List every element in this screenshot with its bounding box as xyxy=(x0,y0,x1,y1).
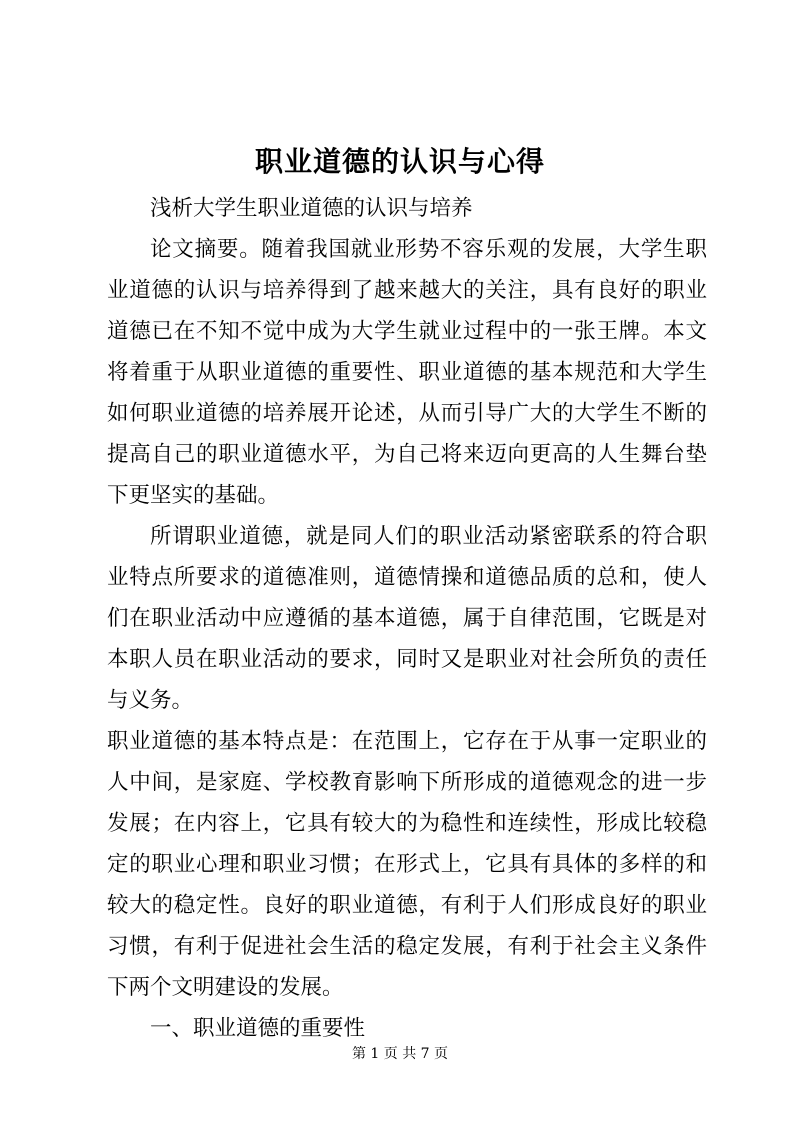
section-heading: 一、职业道德的重要性 xyxy=(150,1016,366,1041)
abstract-paragraph: 论文摘要。随着我国就业形势不容乐观的发展，大学生职业道德的认识与培养得到了越来越大的关注，具有良好的职业道德已在不知不觉中成为大学生就业过程中的一张王牌。本文将着重于从职业道德的重要性、职业道德的基本规范和大学生如何职业道德的培养展开论述，从而引导广大的大学生不断的提高自己的职业道德水平，为自己将来迈向更高的人生舞台垫下更坚实的基础。 xyxy=(107,237,707,508)
page-title: 职业道德的认识与心得 xyxy=(254,145,545,178)
document-body xyxy=(107,188,707,1049)
characteristics-paragraph: 职业道德的基本特点是：在范围上，它存在于从事一定职业的人中间，是家庭、学校教育影响下所形成的道德观念的进一步发展；在内容上，它具有较大的为稳性和连续性，形成比较稳定的职业心理和职业习惯；在形式上，它具有具体的多样的和较大的稳定性。良好的职业道德，有利于人们形成良好的职业习惯，有利于促进社会生活的稳定发展，有利于社会主义条件下两个文明建设的发展。 xyxy=(107,729,707,1000)
definition-paragraph: 所谓职业道德，就是同人们的职业活动紧密联系的符合职业特点所要求的道德准则，道德情操和道德品质的总和，使人们在职业活动中应遵循的基本道德，属于自律范围，它既是对本职人员在职业活动的要求，同时又是职业对社会所负的责任与义务。 xyxy=(107,524,707,713)
page-footer: 第 1 页 共 7 页 xyxy=(351,1046,449,1062)
subtitle: 浅析大学生职业道德的认识与培养 xyxy=(150,196,473,221)
